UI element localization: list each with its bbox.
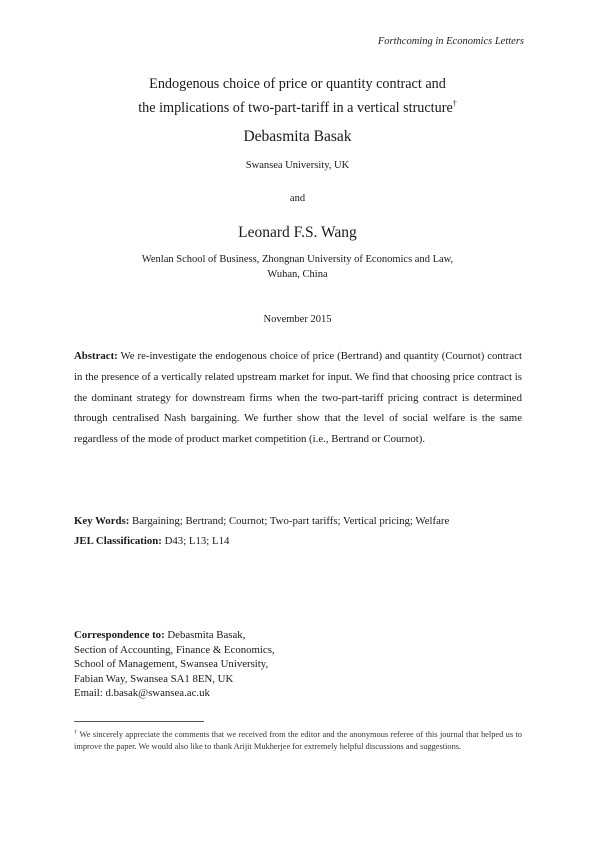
footnote-rule	[74, 721, 204, 722]
footnote	[74, 727, 522, 754]
keywords-text: Bargaining; Bertrand; Cournot; Two-part tariffs; Vertical pricing; Welfare	[132, 515, 450, 527]
correspondence-name: Debasmita Basak,	[167, 629, 246, 641]
footnote-text: We sincerely appreciate the comments that we received from the editor and the anonymous referee of this journal that helped us to improve the paper. We would also like to thank Arijit Mukherjee for extremely helpful discussions and suggestions.	[74, 730, 522, 752]
correspondence-line: School of Management, Swansea University,	[74, 658, 269, 671]
footnote-mark: †	[74, 730, 78, 736]
abstract-section	[74, 346, 522, 450]
title-line-2	[0, 94, 595, 118]
correspondence-first-line	[74, 628, 534, 643]
keywords-section	[74, 515, 534, 527]
correspondence-section	[74, 628, 534, 701]
paper-date: November 2015	[263, 314, 332, 325]
paper-title	[0, 74, 595, 118]
abstract-text: We re-investigate the endogenous choice of price (Bertrand) and quantity (Cournot) contract in the presence of a vertically related upstream market for input. We find that choosing price contract is the dominant strategy for downstream firms when the two-part-tariff pricing contract is determined through centralised Nash bargaining. We further show that the level of social welfare is the same regardless of the mode of product market competition (i.e., Bertrand or Cournot).	[74, 350, 522, 446]
abstract-label: Abstract:	[74, 350, 118, 362]
correspondence-line: Section of Accounting, Finance & Economics,	[74, 643, 275, 656]
keywords-label: Key Words:	[74, 515, 130, 527]
author-conjunction: and	[289, 193, 306, 204]
title-line-1: Endogenous choice of price or quantity contract and	[149, 76, 446, 92]
affiliation-line: Swansea University, UK	[245, 160, 350, 171]
jel-label: JEL Classification:	[74, 535, 162, 547]
title-footnote-mark: †	[452, 99, 457, 108]
author-name-1: Debasmita Basak	[243, 128, 352, 145]
jel-section	[74, 535, 534, 547]
running-head: Forthcoming in Economics Letters	[377, 36, 524, 47]
affiliation-line: Wuhan, China	[267, 269, 328, 280]
affiliation-line: Wenlan School of Business, Zhongnan University of Economics and Law,	[141, 254, 454, 265]
author-affiliation-1	[0, 158, 595, 173]
author-affiliation-2	[0, 252, 595, 282]
jel-text: D43; L13; L14	[164, 535, 230, 547]
correspondence-label: Correspondence to:	[74, 629, 165, 641]
title-line-2-text: the implications of two-part-tariff in a vertical structure	[138, 100, 453, 116]
correspondence-email: Email: d.basak@swansea.ac.uk	[74, 687, 210, 700]
author-name-2: Leonard F.S. Wang	[238, 224, 357, 241]
correspondence-line: Fabian Way, Swansea SA1 8EN, UK	[74, 672, 234, 685]
